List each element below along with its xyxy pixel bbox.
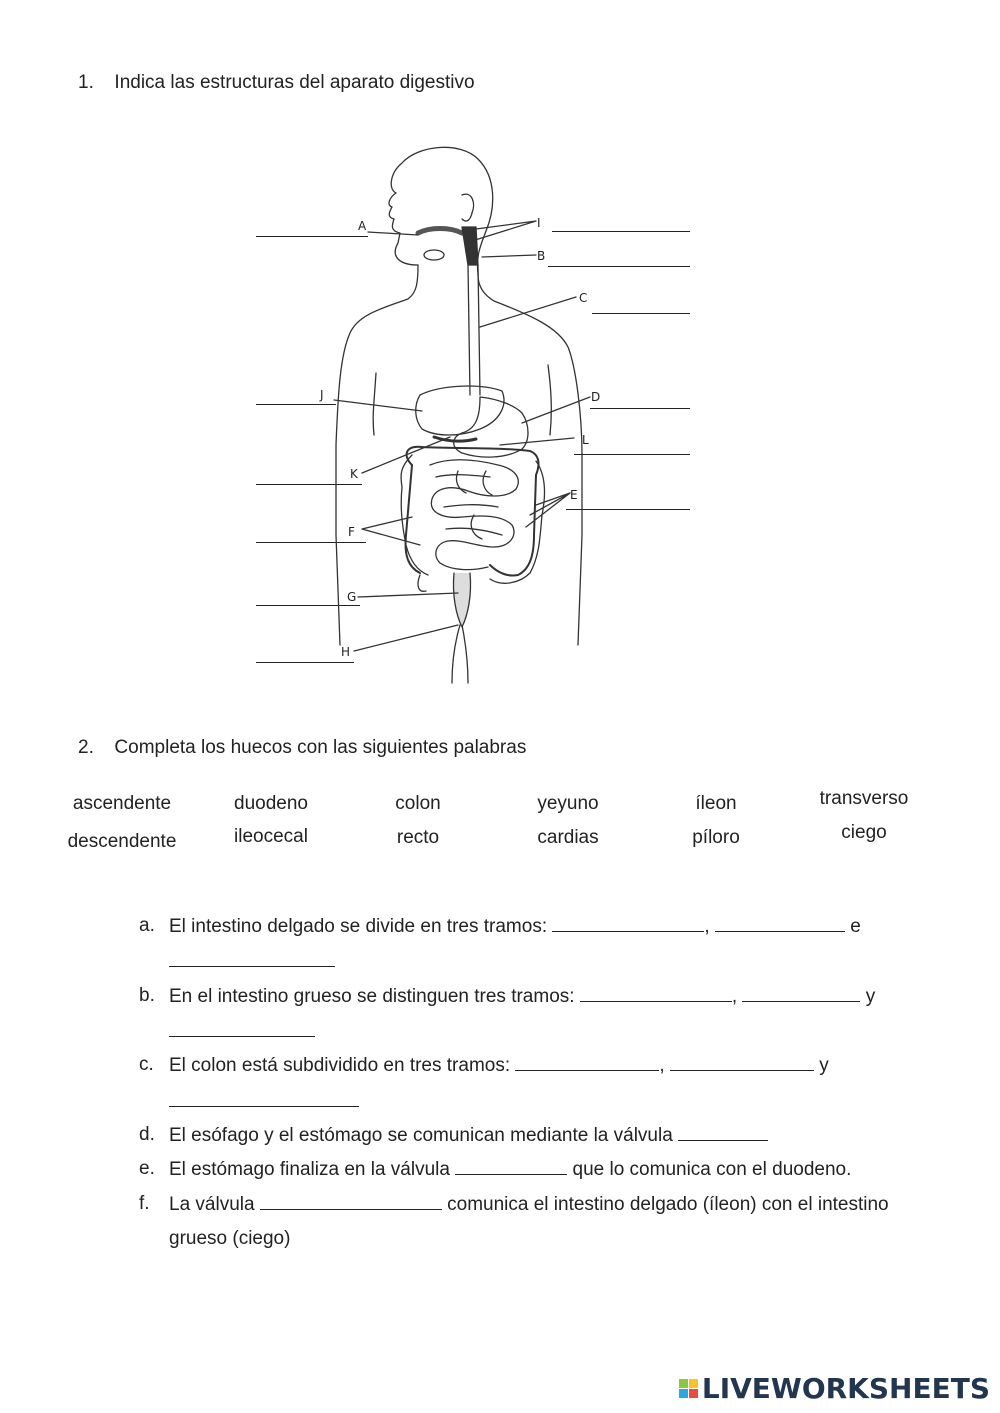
- item-c-text: El colon está subdividido en tres tramos: , y: [169, 1055, 829, 1076]
- blank-b2[interactable]: [742, 985, 860, 1002]
- logo-icon: [679, 1379, 698, 1398]
- blank-a2[interactable]: [715, 915, 845, 932]
- question-1-text: Indica las estructuras del aparato digestivo: [114, 72, 475, 93]
- diagram-label-h: H: [341, 645, 351, 659]
- item-f-line2: grueso (ciego): [169, 1228, 291, 1249]
- item-f-text: La válvula comunica el intestino delgado (íleon) con el intestino: [169, 1194, 889, 1215]
- diagram-label-i: I: [537, 216, 541, 230]
- answer-line-c[interactable]: [592, 313, 690, 314]
- answer-line-i[interactable]: [552, 231, 690, 232]
- diagram-label-k: K: [350, 467, 358, 481]
- word-ascendente: ascendente: [72, 793, 172, 814]
- blank-c1[interactable]: [515, 1054, 659, 1071]
- diagram-label-c: C: [579, 291, 588, 305]
- word-ileocecal: ileocecal: [234, 826, 308, 847]
- item-a-text: El intestino delgado se divide en tres tramos: , e: [169, 916, 861, 937]
- item-a-line2: [169, 950, 335, 972]
- item-b-line2: [169, 1020, 315, 1042]
- answer-line-d[interactable]: [590, 408, 690, 409]
- blank-c2[interactable]: [670, 1054, 814, 1071]
- blank-c3[interactable]: [169, 1090, 359, 1107]
- blank-f1[interactable]: [260, 1193, 442, 1210]
- blank-a1[interactable]: [552, 915, 704, 932]
- blank-b3[interactable]: [169, 1020, 315, 1037]
- diagram-label-j: J: [320, 388, 324, 402]
- item-c-line2: [169, 1090, 359, 1112]
- blank-a3[interactable]: [169, 950, 335, 967]
- digestive-system-diagram: [240, 115, 601, 690]
- question-1: [78, 72, 475, 94]
- word-colon: colon: [395, 793, 441, 814]
- item-b-text: En el intestino grueso se distinguen tres tramos: , y: [169, 986, 876, 1007]
- blank-d1[interactable]: [678, 1124, 768, 1141]
- word-duodeno: duodeno: [234, 793, 308, 814]
- answer-line-e[interactable]: [566, 509, 690, 510]
- item-d: d.: [139, 1124, 155, 1145]
- word-descendente: descendente: [67, 831, 177, 852]
- item-e: e.: [139, 1158, 155, 1179]
- word-ileon: íleon: [695, 793, 737, 814]
- liveworksheets-logo[interactable]: [679, 1372, 990, 1405]
- question-1-number: 1.: [78, 72, 94, 93]
- diagram-label-l: L: [582, 433, 589, 447]
- item-a: a.: [139, 915, 155, 936]
- diagram-label-g: G: [347, 590, 357, 604]
- diagram-label-d: D: [591, 390, 601, 404]
- question-2: [78, 737, 526, 759]
- item-c: c.: [139, 1054, 154, 1075]
- logo-text: LIVEWORKSHEETS: [701, 1372, 990, 1405]
- question-2-number: 2.: [78, 737, 94, 758]
- word-cardias: cardias: [537, 827, 599, 848]
- diagram-label-f: F: [348, 525, 355, 539]
- item-b: b.: [139, 985, 155, 1006]
- word-piloro: píloro: [692, 827, 740, 848]
- word-recto: recto: [396, 827, 440, 848]
- answer-line-l[interactable]: [574, 454, 690, 455]
- diagram-label-a: A: [358, 219, 367, 233]
- diagram-label-b: B: [537, 249, 546, 263]
- word-ciego: ciego: [841, 822, 887, 843]
- blank-b1[interactable]: [580, 985, 732, 1002]
- item-e-text: El estómago finaliza en la válvula que lo comunica con el duodeno.: [169, 1159, 852, 1180]
- word-yeyuno: yeyuno: [537, 793, 599, 814]
- diagram-label-e: E: [570, 488, 578, 502]
- answer-line-b[interactable]: [548, 266, 690, 267]
- question-2-text: Completa los huecos con las siguientes palabras: [114, 737, 527, 758]
- blank-e1[interactable]: [455, 1158, 567, 1175]
- item-d-text: El esófago y el estómago se comunican mediante la válvula: [169, 1124, 768, 1147]
- word-transverso: transverso: [819, 788, 909, 809]
- item-f: f.: [139, 1193, 150, 1214]
